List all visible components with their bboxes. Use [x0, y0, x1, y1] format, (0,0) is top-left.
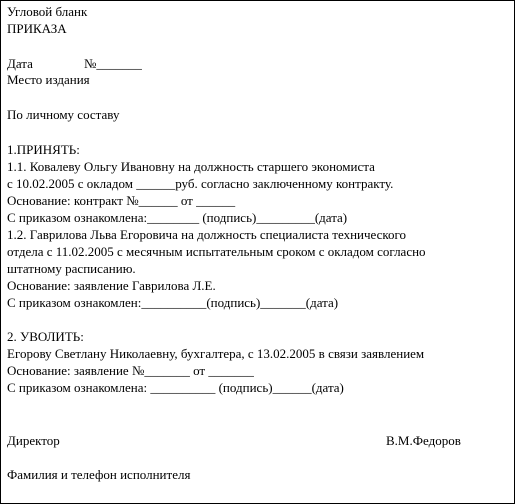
- place-label: Место издания: [7, 72, 90, 87]
- subject-line: По личному составу: [7, 107, 120, 122]
- section1-line: Основание: контракт №______ от ______: [7, 193, 236, 208]
- director-label: Директор: [7, 433, 60, 448]
- corner-stamp-label: Угловой бланк: [7, 4, 88, 19]
- section1-line: С приказом ознакомлен:__________(подпись)_______(дата): [7, 295, 339, 310]
- section2-line: Егорову Светлану Николаевну, бухгалтера, с 13.02.2005 в связи заявлением: [7, 346, 425, 361]
- section1-line: с 10.02.2005 с окладом ______руб. согласно заключенному контракту.: [7, 176, 394, 191]
- section1-line: штатному расписанию.: [7, 261, 136, 276]
- section2-title: 2. УВОЛИТЬ:: [7, 329, 84, 344]
- number-label: №_______: [84, 56, 142, 71]
- section1-title: 1.ПРИНЯТЬ:: [7, 142, 80, 157]
- doc-type-title: ПРИКАЗА: [7, 21, 67, 36]
- section2-line: С приказом ознакомлена: __________ (подпись)______(дата): [7, 380, 344, 395]
- date-label: Дата: [7, 56, 33, 71]
- section2-line: Основание: заявление №_______ от _______: [7, 363, 254, 378]
- section1-line: 1.2. Гаврилова Льва Егоровича на должность специалиста технического: [7, 227, 407, 242]
- executor-label: Фамилия и телефон исполнителя: [7, 467, 191, 482]
- section1-line: Основание: заявление Гаврилова Л.Е.: [7, 278, 216, 293]
- director-signatory: В.М.Федоров: [386, 433, 461, 448]
- section1-line: отдела с 11.02.2005 с месячным испытательным сроком с окладом согласно: [7, 244, 426, 259]
- section1-line: 1.1. Ковалеву Ольгу Ивановну на должность старшего экономиста: [7, 159, 375, 174]
- section1-line: С приказом ознакомлена:________ (подпись)_________(дата): [7, 210, 348, 225]
